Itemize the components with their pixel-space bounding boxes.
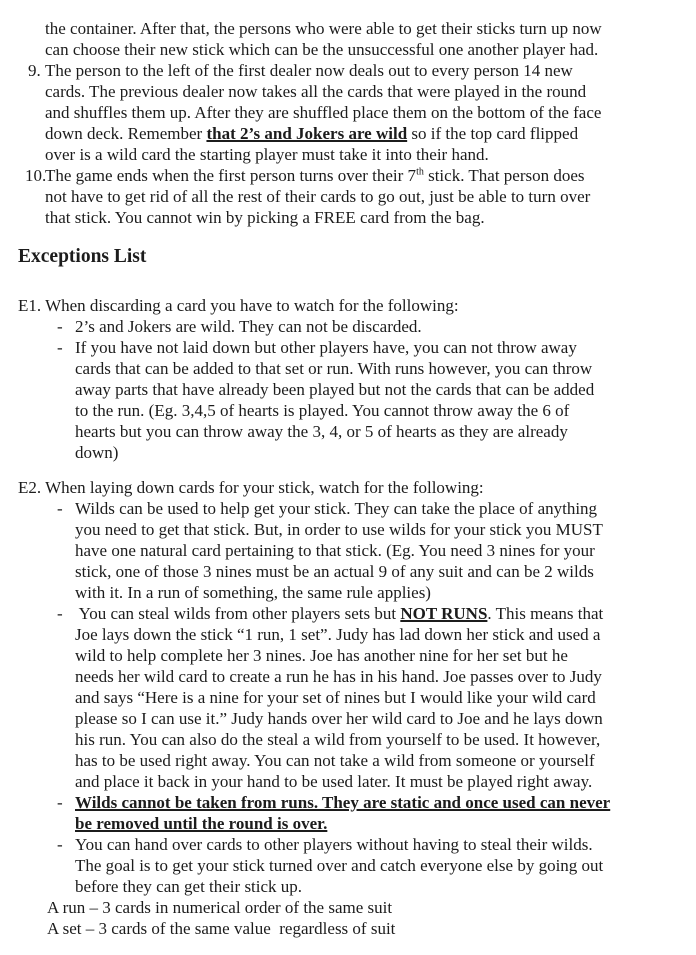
text-line [45,102,678,123]
text-segment: the container. After that, the persons who were able to get their sticks turn up now [45,19,602,38]
text-segment: The game ends when the first person turns over their 7 [45,166,417,185]
text-segment: You can hand over cards to other players without having to steal their wilds. [75,835,593,854]
text-segment: with it. In a run of something, the same rule applies) [75,583,431,602]
text-line [45,18,678,39]
text-segment: E1. When discarding a card you have to watch for the following: [18,296,459,315]
text-line [75,379,678,400]
text-line [45,165,678,186]
bullet-item [18,603,678,792]
bullet-item [18,792,678,834]
text-line [75,645,678,666]
text-line [75,666,678,687]
text-segment: th [416,166,424,178]
bullet-dash: - [57,835,63,854]
text-segment: have one natural card pertaining to that stick. (Eg. You need 3 nines for your [75,541,595,560]
text-segment: has to be used right away. You can not take a wild from someone or yourself [75,751,595,770]
text-line [75,729,678,750]
text-segment: not have to get rid of all the rest of their cards to go out, just be able to turn over [45,187,591,206]
text-line [75,498,678,519]
text-segment: please so I can use it.” Judy hands over her wild card to Joe and he lays down [75,709,603,728]
text-segment: can choose their new stick which can be the unsuccessful one another player had. [45,40,599,59]
text-line [75,540,678,561]
text-segment: cards that can be added to that set or run. With runs however, you can throw [75,359,593,378]
bullet-item [18,834,678,897]
text-line [75,624,678,645]
text-line [75,582,678,603]
text-segment: A run – 3 cards in numerical order of the same suit [47,898,393,917]
paragraph-block [18,897,678,939]
text-segment: cards. The previous dealer now takes all the cards that were played in the round [45,82,587,101]
text-line [45,123,678,144]
text-line [75,876,678,897]
text-line [75,400,678,421]
text-segment: E2. When laying down cards for your stick, watch for the following: [18,478,484,497]
text-line [75,337,678,358]
text-line [75,316,678,337]
text-line [45,81,678,102]
text-segment: before they can get their stick up. [75,877,303,896]
text-line [75,561,678,582]
text-line [45,39,678,60]
text-line [75,813,678,834]
text-segment: The goal is to get your stick turned over and catch everyone else by going out [75,856,604,875]
bullet-dash: - [57,338,63,357]
text-line [47,918,678,939]
text-line [75,708,678,729]
section-heading: Exceptions List [18,246,147,267]
text-segment: A set – 3 cards of the same value regardless of suit [47,919,396,938]
emphasized-text: be removed until the round is over. [75,814,328,833]
bullet-dash: - [57,604,63,623]
bullet-item [18,316,678,337]
text-segment: . This means that [487,604,604,623]
text-segment: away parts that have already been played but not the cards that can be added [75,380,595,399]
text-line [18,477,678,498]
text-segment: Joe lays down the stick “1 run, 1 set”. Judy has lad down her stick and used a [75,625,601,644]
text-segment: his run. You can also do the steal a wild from yourself to be used. It however, [75,730,601,749]
text-segment: and says “Here is a nine for your set of nines but I would like your wild card [75,688,596,707]
numbered-item [18,165,678,228]
paragraph-block [18,477,678,498]
text-line [45,186,678,207]
bullet-dash: - [57,317,63,336]
text-segment: wild to help complete her 3 nines. Joe has another nine for her set but he [75,646,568,665]
text-line [45,207,678,228]
text-line [45,144,678,165]
text-line [75,855,678,876]
text-segment: stick. That person does [423,166,585,185]
text-segment: and place it back in your hand to be used later. It must be played right away. [75,772,593,791]
text-segment: down) [75,443,119,462]
bullet-dash: - [57,793,63,812]
text-line [75,687,678,708]
text-segment: needs her wild card to create a run he has in his hand. Joe passes over to Judy [75,667,602,686]
text-line [18,295,678,316]
text-segment: that stick. You cannot win by picking a FREE card from the bag. [45,208,485,227]
text-line [75,834,678,855]
text-segment: to the run. (Eg. 3,4,5 of hearts is played. You cannot throw away the 6 of [75,401,570,420]
text-line [47,897,678,918]
paragraph-block [18,295,678,316]
text-segment: Wilds can be used to help get your stick. They can take the place of anything [75,499,598,518]
text-segment: over is a wild card the starting player must take it into their hand. [45,145,489,164]
paragraph-block [18,18,678,60]
text-segment: down deck. Remember [45,124,207,143]
text-line [75,771,678,792]
text-segment: If you have not laid down but other players have, you can not throw away [75,338,577,357]
numbered-item [18,60,678,165]
bullet-item [18,498,678,603]
text-line [75,519,678,540]
text-segment: You can steal wilds from other players sets but [75,604,401,623]
bullet-dash: - [57,499,63,518]
text-segment: you need to get that stick. But, in order to use wilds for your stick you MUST [75,520,603,539]
text-segment: The person to the left of the first dealer now deals out to every person 14 new [45,61,573,80]
emphasized-text: Wilds cannot be taken from runs. They are static and once used can never [75,793,611,812]
emphasized-text: that 2’s and Jokers are wild [206,124,408,143]
text-segment: stick, one of those 3 nines must be an actual 9 of any suit and can be 2 wilds [75,562,594,581]
text-line [75,750,678,771]
text-line [75,421,678,442]
list-number: 9. [28,61,41,80]
text-line [45,60,678,81]
text-line [75,358,678,379]
text-segment: and shuffles them up. After they are shuffled place them on the bottom of the face [45,103,602,122]
bullet-item [18,337,678,463]
text-line [75,442,678,463]
emphasized-text: NOT RUNS [400,604,488,623]
text-segment: hearts but you can throw away the 3, 4, or 5 of hearts as they are already [75,422,568,441]
text-segment: 2’s and Jokers are wild. They can not be discarded. [75,317,422,336]
text-segment: so if the top card flipped [407,124,579,143]
text-line [75,603,678,624]
text-line [75,792,678,813]
list-number: 10. [25,166,47,185]
